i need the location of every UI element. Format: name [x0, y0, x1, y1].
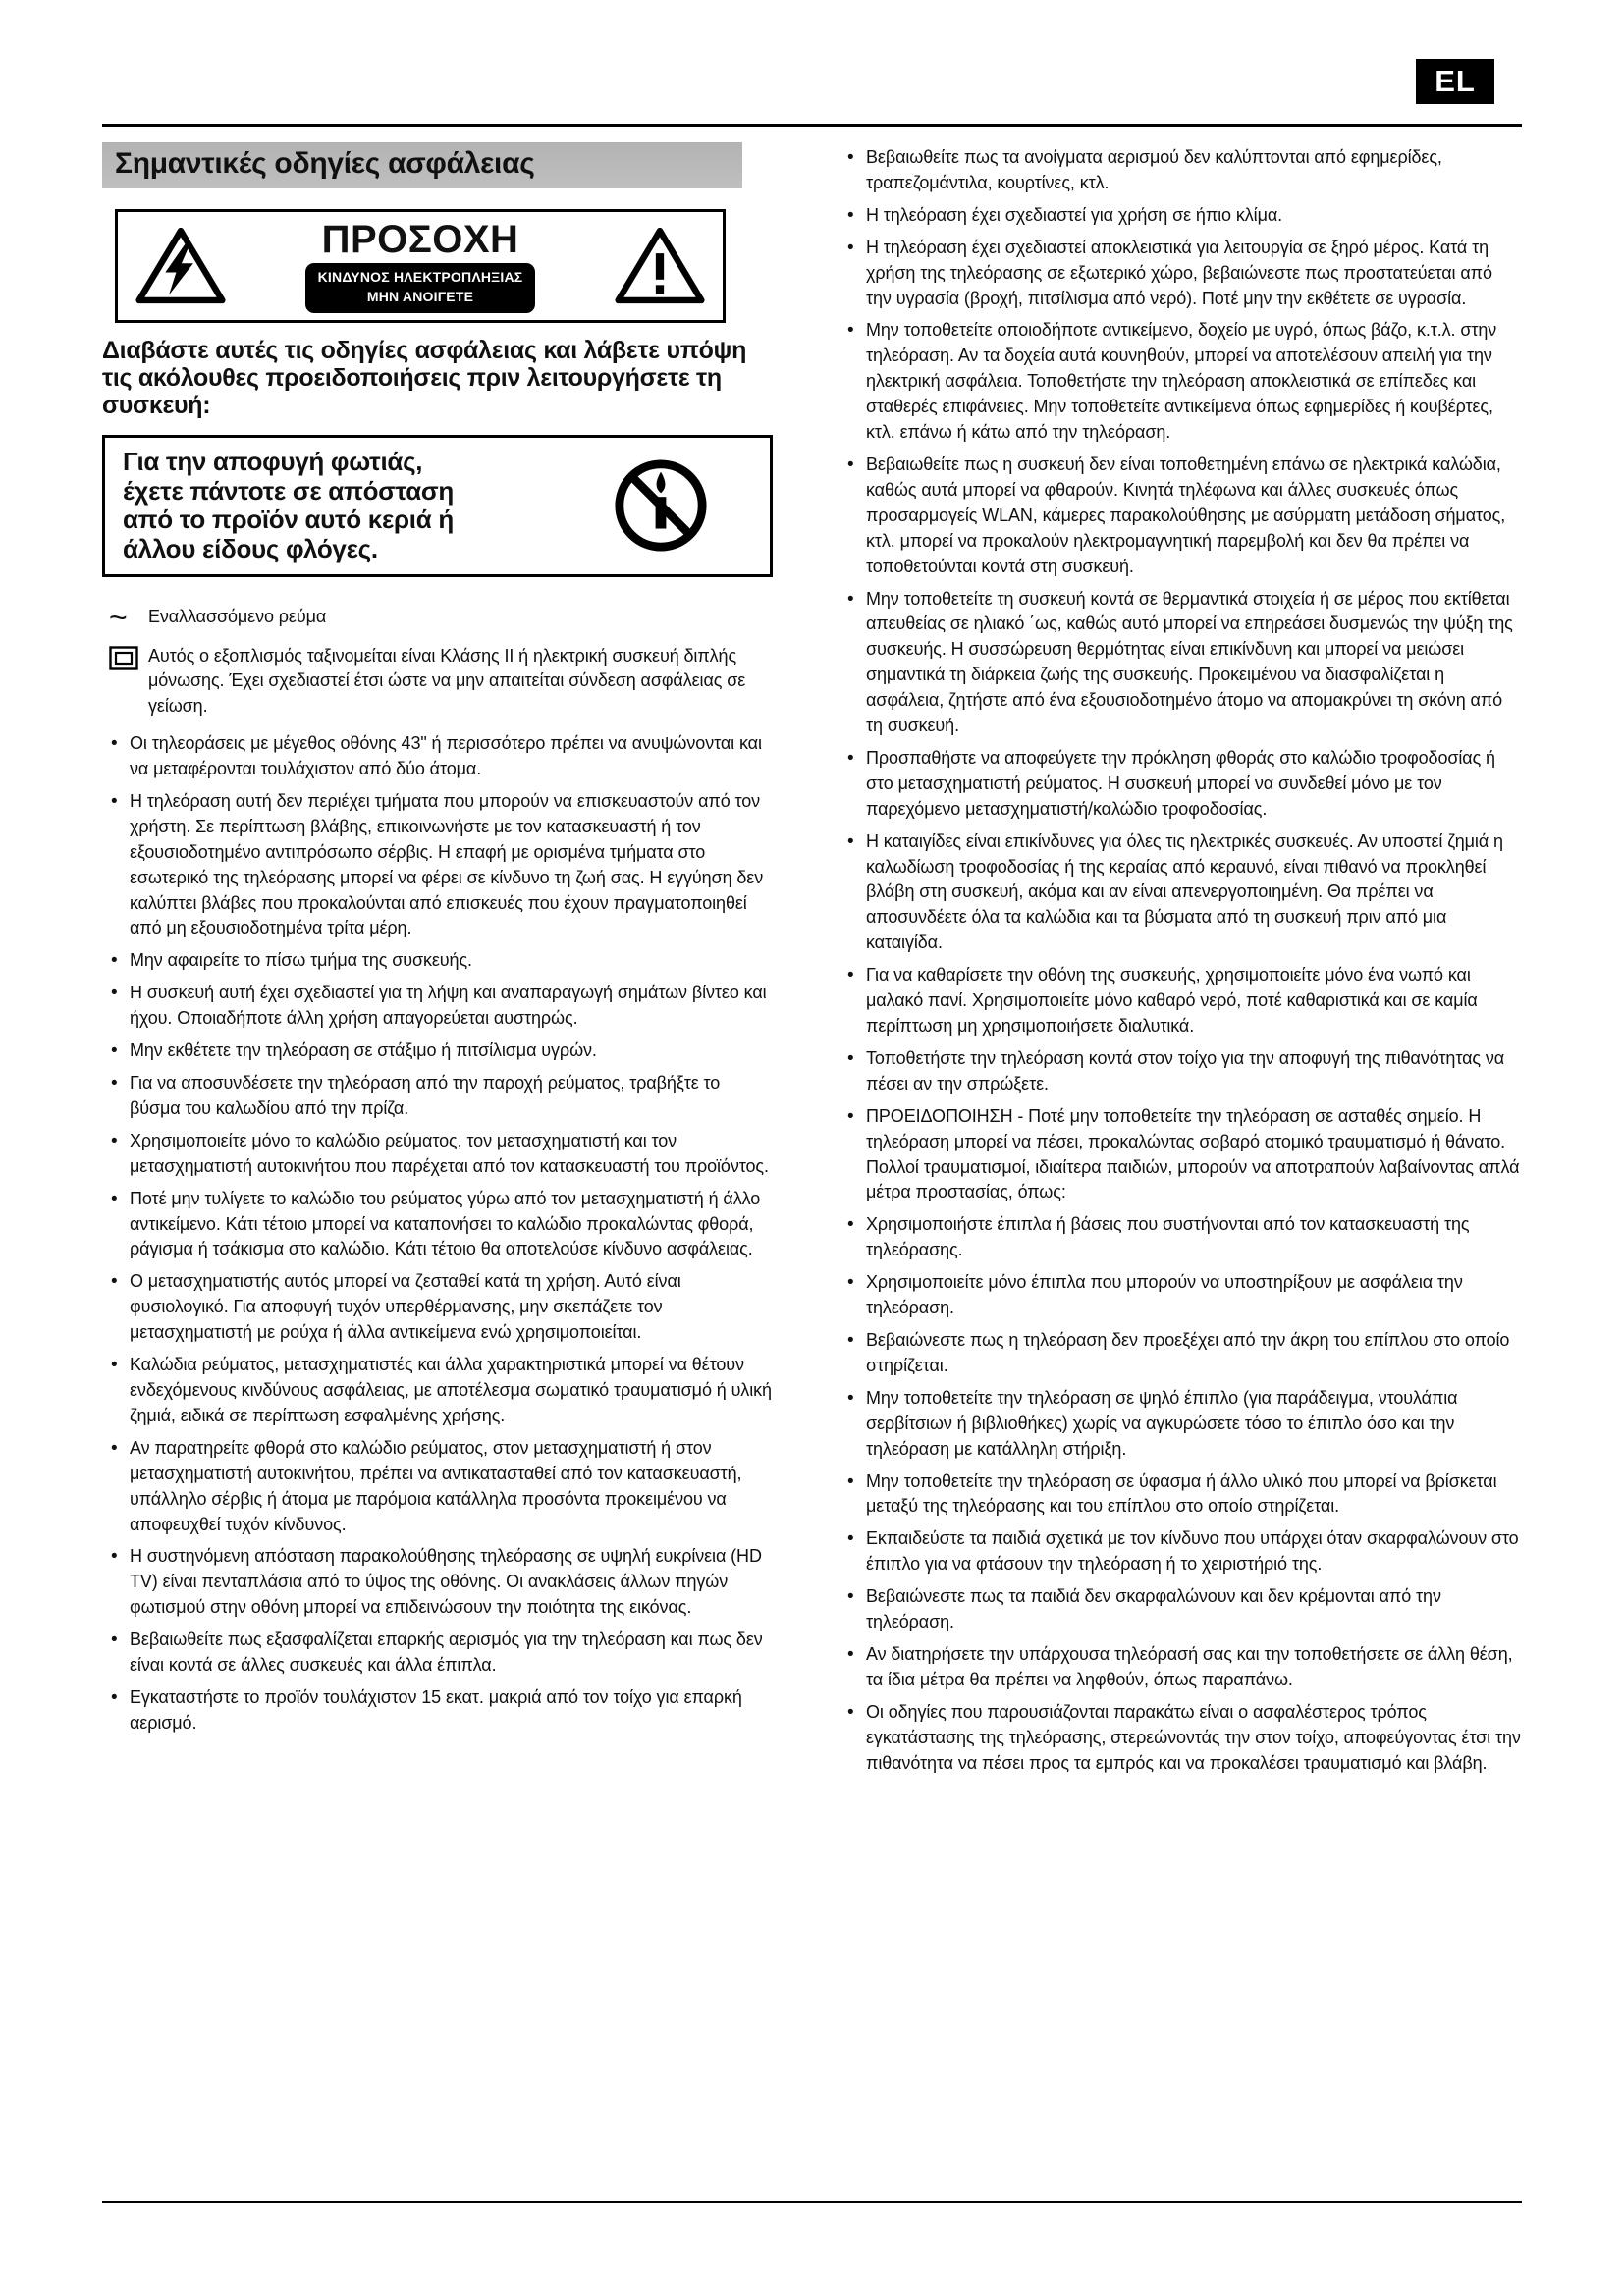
flame-warning-box	[102, 435, 773, 577]
class-ii-icon	[109, 646, 138, 670]
bullet-item: • Χρησιμοποιείτε μόνο έπιπλα που μπορούν να υποστηρίξουν με ασφάλεια την τηλεόραση.	[839, 1270, 1522, 1321]
caution-line2: ΜΗΝ ΑΝΟΙΓΕΤΕ	[366, 289, 474, 304]
bullet-item: • Τοποθετήστε την τηλεόραση κοντά στον τοίχο για την αποφυγή της πιθανότητας να πέσει αν την σπρώξετε.	[839, 1046, 1522, 1097]
page-header	[102, 0, 1522, 104]
bullet-item: • Η τηλεόραση αυτή δεν περιέχει τμήματα που μπορούν να επισκευαστούν από τον χρήστη. Σε περίπτωση βλάβης, επικοινωνήστε με τον κατασκευαστή ή τον εξουσιοδοτημένο αντιπρόσωπο σέρβις. Η επαφή με ορισμένα τμήματα στο εσωτερικό της τηλεόρασης μπορεί να φέρει σε κίνδυνο τη ζωή σας. Η εγγύηση δεν καλύπτει βλάβες που προκαλούνται από επισκευές που έχουν πραγματοποιηθεί από μη εξουσιοδοτημένα τρίτα μέρη.	[102, 789, 773, 941]
bullet-item: • Μην τοποθετείτε την τηλεόραση σε ψηλό έπιπλο (για παράδειγμα, ντουλάπια σερβίτσιων ή βιβλιοθήκες) χωρίς να αγκυρώσετε τόσο το έπιπλο όσο και την τηλεόραση με κατάλληλη στήριξη.	[839, 1386, 1522, 1463]
bullet-item: • Βεβαιωθείτε πως η συσκευή δεν είναι τοποθετημένη επάνω σε ηλεκτρικά καλώδια, καθώς αυτά μπορεί να φθαρούν. Κινητά τηλέφωνα και άλλες συσκευές όπως προσαρμογείς WLAN, κάμερες παρακολούθησης με ασύρματη μετάδοση σήματος, κτλ. μπορεί να προκαλούν ηλεκτρομαγνητική παρεμβολή και δεν θα πρέπει να τοποθετούνται κοντά στη συσκευή.	[839, 453, 1522, 580]
bullet-item: • Η συσκευή αυτή έχει σχεδιαστεί για τη λήψη και αναπαραγωγή σημάτων βίντεο και ήχου. Οποιαδήποτε άλλη χρήση απαγορεύεται αυστηρώς.	[102, 981, 773, 1032]
bullet-item: • Οι τηλεοράσεις με μέγεθος οθόνης 43" ή περισσότερο πρέπει να ανυψώνονται και να μεταφέρονται τουλάχιστον από δύο άτομα.	[102, 731, 773, 782]
ac-current-icon: ~	[109, 599, 128, 635]
bullet-item: • Για να καθαρίσετε την οθόνη της συσκευής, χρησιμοποιείτε μόνο ένα νωπό και μαλακό πανί. Χρησιμοποιείτε μόνο καθαρό νερό, ποτέ καθαριστικά και σε καμία περίπτωση μη χρησιμοποιήσετε διαλυτικά.	[839, 963, 1522, 1040]
bullet-item: • Βεβαιώνεστε πως τα παιδιά δεν σκαρφαλώνουν και δεν κρέμονται από την τηλεόραση.	[839, 1584, 1522, 1635]
right-bullet-list	[839, 145, 1522, 1776]
high-voltage-triangle-icon	[135, 226, 226, 306]
bullet-item: • Οι οδηγίες που παρουσιάζονται παρακάτω είναι ο ασφαλέστερος τρόπος εγκατάστασης της τηλεόρασης, στερεώνοντάς την στον τοίχο, αποφεύγοντας έτσι την πιθανότητα να πέσει προς τα εμπρός και να προκαλέσει τραυματισμό και βλάβη.	[839, 1700, 1522, 1777]
bullet-item: • Βεβαιωθείτε πως τα ανοίγματα αερισμού δεν καλύπτονται από εφημερίδες, τραπεζομάντιλα, κουρτίνες, κτλ.	[839, 145, 1522, 196]
bullet-item: • Μην τοποθετείτε οποιοδήποτε αντικείμενο, δοχείο με υγρό, όπως βάζο, κ.τ.λ. στην τηλεόραση. Αν τα δοχεία αυτά κουνηθούν, μπορεί να αποτελέσουν απειλή για την ηλεκτρική ασφάλεια. Τοποθετήστε την τηλεόραση αποκλειστικά σε επίπεδες και σταθερές επιφάνειες. Μην τοποθετείτε αντικείμενα όπως εφημερίδες ή κουβέρτες, κτλ. επάνω ή κάτω από την τηλεόραση.	[839, 318, 1522, 446]
right-column	[839, 142, 1522, 1783]
bullet-item: • Η συστηνόμενη απόσταση παρακολούθησης τηλεόρασης σε υψηλή ευκρίνεια (HD TV) είναι πενταπλάσια από το ύψος της οθόνης. Οι ανακλάσεις άλλων πηγών φωτισμού στην οθόνη μπορεί να επιδεινώσουν την ποιότητα της εικόνας.	[102, 1544, 773, 1621]
bullet-item: • Η τηλεόραση έχει σχεδιαστεί αποκλειστικά για λειτουργία σε ξηρό μέρος. Κατά τη χρήση της τηλεόρασης σε εξωτερικό χώρο, βεβαιώνεστε πως προστατεύεται από την υγρασία (βροχή, πιτσίλισμα από νερό). Ποτέ μην την εκθέτετε σε υγρασία.	[839, 236, 1522, 312]
class-ii-label: Αυτός ο εξοπλισμός ταξινομείται είναι Κλάσης ΙΙ ή ηλεκτρική συσκευή διπλής μόνωσης. Έχει σχεδιαστεί έτσι ώστε να μην απαιτείται σύνδεση ασφάλειας σε γείωση.	[148, 645, 746, 716]
header-divider	[102, 124, 1522, 127]
bullet-item: • Για να αποσυνδέσετε την τηλεόραση από την παροχή ρεύματος, τραβήξτε το βύσμα του καλωδίου από την πρίζα.	[102, 1071, 773, 1122]
bullet-item: • Βεβαιωθείτε πως εξασφαλίζεται επαρκής αερισμός για την τηλεόραση και πως δεν είναι κοντά σε άλλες συσκευές και άλλα έπιπλα.	[102, 1628, 773, 1679]
caution-line1: ΚΙΝΔΥΝΟΣ ΗΛΕΚΤΡΟΠΛΗΞΙΑΣ	[317, 269, 523, 286]
bullet-item: • Αν παρατηρείτε φθορά στο καλώδιο ρεύματος, στον μετασχηματιστή ή στον μετασχηματιστή αυτοκινήτου, πρέπει να αντικατασταθεί από τον κατασκευαστή, υπάλληλο σέρβις ή άτομα με παρόμοια κατάλληλα προσόντα προκειμένου να αποφευχθεί τυχόν κίνδυνος.	[102, 1436, 773, 1538]
caution-heading: ΠΡΟΣΟΧΗ	[321, 218, 519, 262]
bullet-item: • Βεβαιώνεστε πως η τηλεόραση δεν προεξέχει από την άκρη του επίπλου στο οποίο στηρίζεται.	[839, 1328, 1522, 1379]
no-open-flame-icon	[613, 457, 709, 554]
bullet-item: • Μην αφαιρείτε το πίσω τμήμα της συσκευής.	[102, 948, 773, 974]
bullet-item: • Χρησιμοποιείτε μόνο το καλώδιο ρεύματος, τον μετασχηματιστή και τον μετασχηματιστή αυτοκινήτου που παρέχεται από τον κατασκευαστή του προϊόντος.	[102, 1129, 773, 1180]
bullet-item: • Ποτέ μην τυλίγετε το καλώδιο του ρεύματος γύρω από τον μετασχηματιστή ή άλλο αντικείμενο. Κάτι τέτοιο μπορεί να καταπονήσει το καλώδιο προκαλώντας φθορά, ράγισμα ή τσάκισμα στο καλώδιο. Κάτι τέτοιο θα αποτελούσε κίνδυνο ασφάλειας.	[102, 1187, 773, 1263]
ac-current-label: Εναλλασσόμενο ρεύμα	[148, 606, 327, 626]
bullet-item: • Προσπαθήστε να αποφεύγετε την πρόκληση φθοράς στο καλώδιο τροφοδοσίας ή στο μετασχηματιστή ρεύματος. Η συσκευή μπορεί να συνδεθεί μόνο με τον παρεχόμενο μετασχηματιστή/καλώδιο τροφοδοσίας.	[839, 746, 1522, 823]
caution-text-block	[226, 219, 615, 312]
language-badge: EL	[1416, 59, 1494, 104]
bullet-item: • Η καταιγίδες είναι επικίνδυνες για όλες τις ηλεκτρικές συσκευές. Αν υποστεί ζημιά η καλωδίωση τροφοδοσίας ή της κεραίας από κεραυνό, είναι πιθανό να προκληθεί βλάβη στη συσκευή, ακόμα και αν είναι απενεργοποιημένη. Θα πρέπει να αποσυνδέετε όλα τα καλώδια και τα βύσματα από τη συσκευή πριν από μια καταιγίδα.	[839, 829, 1522, 957]
flame-warning-text: Για την αποφυγή φωτιάς, έχετε πάντοτε σε απόσταση από το προϊόν αυτό κεριά ή άλλου είδους φλόγες.	[123, 447, 454, 563]
bullet-item: • Μην εκθέτετε την τηλεόραση σε στάξιμο ή πιτσίλισμα υγρών.	[102, 1039, 773, 1064]
bullet-item: • Καλώδια ρεύματος, μετασχηματιστές και άλλα χαρακτηριστικά μπορεί να θέτουν ενδεχόμενους κινδύνους ασφάλειας, με αποτέλεσμα σωματικό τραυματισμό ή υλική ζημιά, ειδικά σε περίπτωση εσφαλμένης χρήσης.	[102, 1353, 773, 1429]
bullet-item: • Η τηλεόραση έχει σχεδιαστεί για χρήση σε ήπιο κλίμα.	[839, 203, 1522, 229]
ac-current-row	[102, 599, 773, 635]
bullet-item: • Μην τοποθετείτε την τηλεόραση σε ύφασμα ή άλλο υλικό που μπορεί να βρίσκεται μεταξύ της τηλεόρασης και του επίπλου στο οποίο στηρίζεται.	[839, 1469, 1522, 1521]
intro-text: Διαβάστε αυτές τις οδηγίες ασφάλειας και λάβετε υπόψη τις ακόλουθες προειδοποιήσεις πριν λειτουργήσετε τη συσκευή:	[102, 337, 747, 419]
class-ii-row	[102, 644, 773, 720]
bullet-item: • Αν διατηρήσετε την υπάρχουσα τηλεόρασή σας και την τοποθετήσετε σε άλλη θέση, τα ίδια μέτρα θα πρέπει να ληφθούν, όπως παραπάνω.	[839, 1642, 1522, 1693]
content-columns	[102, 142, 1522, 1783]
bullet-item: • Εγκαταστήστε το προϊόν τουλάχιστον 15 εκατ. μακριά από τον τοίχο για επαρκή αερισμό.	[102, 1685, 773, 1736]
bullet-item: • Ο μετασχηματιστής αυτός μπορεί να ζεσταθεί κατά τη χρήση. Αυτό είναι φυσιολογικό. Για αποφυγή τυχόν υπερθέρμανσης, μην σκεπάζετε τον μετασχηματιστή με ρούχα ή άλλα αντικείμενα ενώ χρησιμοποιείται.	[102, 1269, 773, 1346]
bullet-item: • ΠΡΟΕΙΔΟΠΟΙΗΣΗ - Ποτέ μην τοποθετείτε την τηλεόραση σε ασταθές σημείο. Η τηλεόραση μπορεί να πέσει, προκαλώντας σοβαρό ατομικό τραυματισμό ή θάνατο. Πολλοί τραυματισμοί, ιδιαίτερα παιδιών, μπορούν να αποτραπούν λαβαίνοντας απλά μέτρα προστασίας, όπως:	[839, 1104, 1522, 1206]
symbol-legend	[102, 599, 773, 720]
left-column	[102, 142, 773, 1743]
caution-box	[115, 209, 726, 323]
bullet-item: • Χρησιμοποιήστε έπιπλα ή βάσεις που συστήνονται από τον κατασκευαστή της τηλεόρασης.	[839, 1212, 1522, 1263]
caution-banner	[305, 263, 536, 312]
bullet-item: • Εκπαιδεύστε τα παιδιά σχετικά με τον κίνδυνο που υπάρχει όταν σκαρφαλώνουν στο έπιπλο για να φτάσουν την τηλεόραση ή το χειριστήριό της.	[839, 1526, 1522, 1577]
left-bullet-list	[102, 731, 773, 1736]
exclamation-triangle-icon	[615, 226, 705, 306]
footer-divider	[102, 2201, 1522, 2203]
bullet-item: • Μην τοποθετείτε τη συσκευή κοντά σε θερμαντικά στοιχεία ή σε μέρος που εκτίθεται απευθείας σε ηλιακό ΄ως, καθώς αυτό μπορεί να επηρεάσει δυσμενώς την ψύξη της συσκευής. Η συσσώρευση θερμότητας είναι επικίνδυνη και μπορεί να μειώσει σημαντικά τη διάρκεια ζωής της συσκευής. Προκειμένου να διασφαλίζεται η ασφάλεια, ζητήστε από ένα εξουσιοδοτημένο άτομο να απομακρύνει τη σκόνη από τη συσκευή.	[839, 587, 1522, 739]
section-title: Σημαντικές οδηγίες ασφάλειας	[102, 142, 742, 188]
